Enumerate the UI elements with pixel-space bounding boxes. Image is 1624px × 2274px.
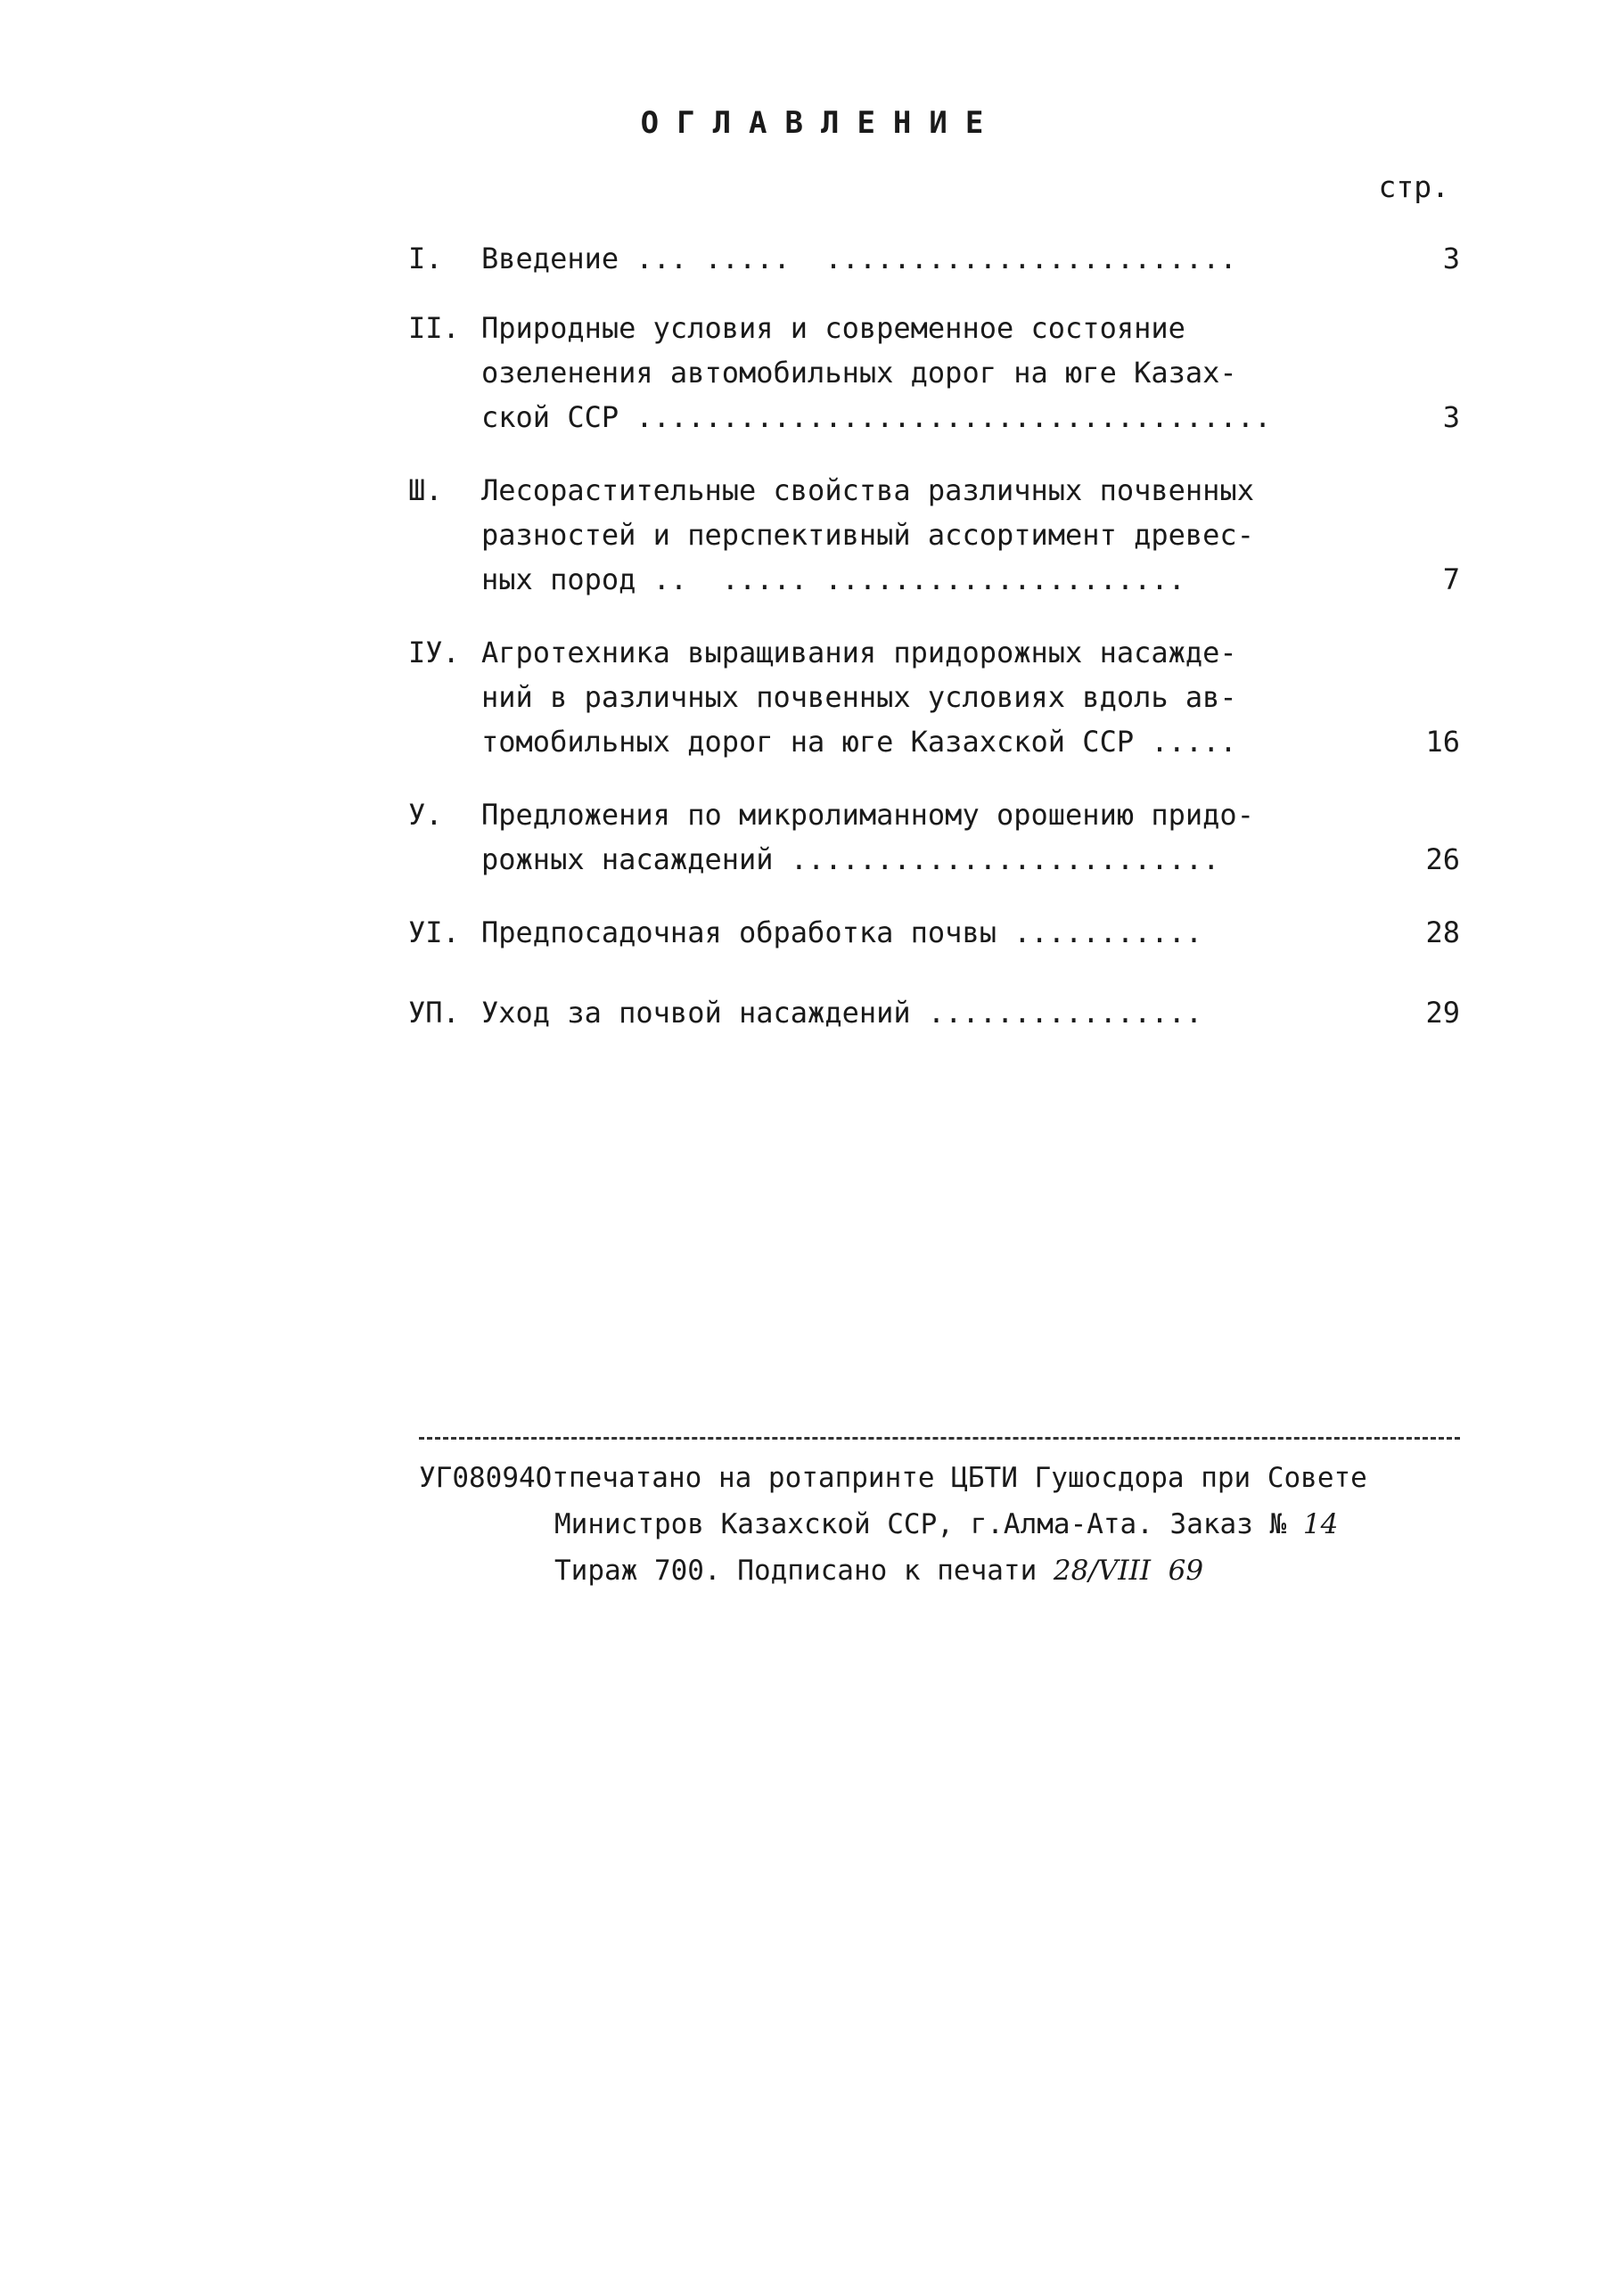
toc-entry-number: У. xyxy=(408,798,443,832)
toc-entry-number: I. xyxy=(408,242,443,275)
toc-entry-page: 26 xyxy=(1425,842,1460,876)
imprint-signed-date: 28/VIII 69 xyxy=(1053,1555,1204,1587)
imprint-print-label: Тираж 700. Подписано к печати xyxy=(554,1555,1038,1587)
toc-entry-title xyxy=(408,910,1282,955)
toc-entry-forest-properties xyxy=(408,468,1460,602)
page-column-header: стр. xyxy=(1378,169,1449,204)
toc-entry-page: 16 xyxy=(1425,725,1460,759)
toc-entry-line: Агротехника выращивания придорожных насажде- xyxy=(481,636,1237,669)
toc-entry-page: 3 xyxy=(1442,242,1460,275)
toc-entry-introduction xyxy=(408,236,1460,281)
toc-entry-line: Природные условия и современное состояние xyxy=(481,311,1185,345)
toc-entry-title xyxy=(408,306,1282,439)
toc-entry-irrigation xyxy=(408,792,1460,882)
toc-entry-soil-care xyxy=(408,990,1460,1035)
imprint-line-3 xyxy=(419,1547,1489,1594)
toc-entry-line: томобильных дорог на юге Казахской ССР ..... xyxy=(481,725,1237,759)
toc-title: ОГЛАВЛЕНИЕ xyxy=(640,105,1002,141)
toc-entry-number: II. xyxy=(408,311,460,345)
toc-entry-title xyxy=(408,990,1282,1035)
imprint-divider xyxy=(419,1437,1460,1440)
table-of-contents xyxy=(408,236,1460,1063)
toc-entry-line: Предпосадочная обработка почвы ........... xyxy=(481,915,1203,949)
imprint-line-2 xyxy=(419,1501,1489,1547)
toc-entry-title xyxy=(408,468,1282,602)
toc-entry-line: ской ССР ..................................... xyxy=(481,400,1272,434)
toc-entry-number: IУ. xyxy=(408,636,460,669)
toc-entry-number: УI. xyxy=(408,915,460,949)
toc-entry-page: 3 xyxy=(1442,400,1460,434)
toc-entry-agrotechnics xyxy=(408,630,1460,764)
toc-entry-title xyxy=(408,792,1282,882)
toc-entry-line: озеленения автомобильных дорог на юге Казах- xyxy=(481,356,1237,390)
imprint-order-label: Министров Казахской ССР, г.Алма-Ата. Заказ № xyxy=(554,1508,1287,1540)
toc-entry-natural-conditions xyxy=(408,306,1460,439)
toc-entry-title xyxy=(408,236,1282,281)
toc-entry-soil-preparation xyxy=(408,910,1460,955)
toc-entry-line: Уход за почвой насаждений ................ xyxy=(481,996,1203,1030)
publication-imprint xyxy=(419,1455,1489,1594)
imprint-order-number: 14 xyxy=(1302,1508,1339,1540)
toc-entry-line: Лесорастительные свойства различных почвенных xyxy=(481,473,1254,507)
toc-entry-page: 29 xyxy=(1425,996,1460,1030)
toc-entry-line: ний в различных почвенных условиях вдоль ав- xyxy=(481,680,1237,714)
toc-entry-line: Введение ... ..... ........................ xyxy=(481,242,1237,275)
toc-entry-line: Предложения по микролиманному орошению придо- xyxy=(481,798,1254,832)
toc-entry-title xyxy=(408,630,1282,764)
toc-entry-number: Ш. xyxy=(408,473,443,507)
toc-entry-page: 28 xyxy=(1425,915,1460,949)
toc-entry-number: УП. xyxy=(408,996,460,1030)
toc-entry-line: рожных насаждений ......................... xyxy=(481,842,1220,876)
toc-entry-line: ных пород .. ..... ..................... xyxy=(481,562,1185,596)
toc-entry-line: разностей и перспективный ассортимент древес- xyxy=(481,518,1254,552)
toc-entry-page: 7 xyxy=(1442,562,1460,596)
imprint-line-1: УГ08094Отпечатано на ротапринте ЦБТИ Гушосдора при Совете xyxy=(419,1462,1367,1494)
